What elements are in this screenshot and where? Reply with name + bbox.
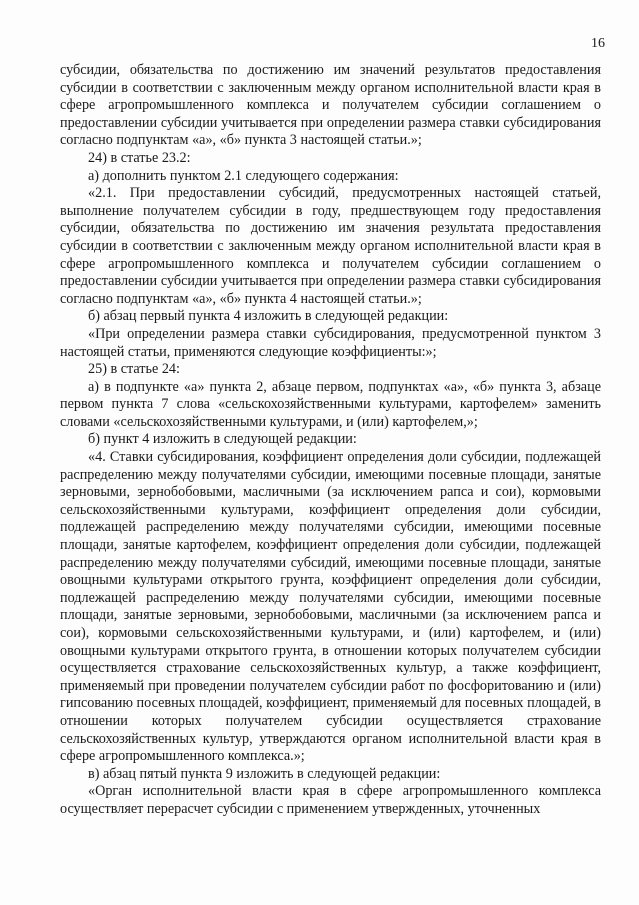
paragraph: а) дополнить пунктом 2.1 следующего содержания: bbox=[88, 167, 399, 184]
paragraph: субсидии, обязательства по достижению им значений результатов предоставления субсидии в соответствии с заключенным между органом исполнительной власти края в сфере агропромышленного комплекса и получателем субсидии соглашением о предоставлении субсидии учитывается при определении размера ставки субсидирования согласно подпунктам «а», «б» пункта 3 настоящей статьи.»; bbox=[60, 62, 601, 149]
paragraph: «Орган исполнительной власти края в сфере агропромышленного комплекса осуществляет перерасчет субсидии с применением утвержденных, уточненных bbox=[60, 783, 601, 817]
paragraph: 24) в статье 23.2: bbox=[88, 149, 191, 166]
paragraph: б) пункт 4 изложить в следующей редакции: bbox=[88, 431, 357, 448]
paragraph: «2.1. При предоставлении субсидий, предусмотренных настоящей статьей, выполнение получателем субсидии в году, предшествующем году предоставления субсидии, обязательства по достижению им значения результата предоставления субсидии в соответствии с заключенным между органом исполнительной власти края в сфере агропромышленного комплекса и получателем субсидии соглашением о предоставлении субсидии учитывается при определении размера ставки субсидирования согласно подпунктам «а», «б» пункта 4 настоящей статьи.»; bbox=[60, 185, 601, 307]
paragraph: «При определении размера ставки субсидирования, предусмотренной пунктом 3 настоящей статьи, применяются следующие коэффициенты:»; bbox=[60, 325, 601, 360]
paragraph: б) абзац первый пункта 4 изложить в следующей редакции: bbox=[88, 308, 449, 325]
paragraph: 25) в статье 24: bbox=[88, 361, 180, 378]
document-body bbox=[60, 62, 601, 819]
paragraph: «4. Ставки субсидирования, коэффициент определения доли субсидии, подлежащей распределению между получателями субсидии, имеющими посевные площади, занятые зерновыми, зернобобовыми, масличными (за исключением рапса и сои), кормовыми сельскохозяйственными культурами, коэффициент определения доли субсидии, подлежащей распределению между получателями субсидии, имеющими посевные площади, занятые картофелем, коэффициент определения доли субсидии, подлежащей распределению между получателями субсидий, имеющими посевные площади, занятые овощными культурами открытого грунта, коэффициент определения доли субсидии, подлежащей распределению между получателями субсидии, имеющими посевные площади, занятые зерновыми, зернобобовыми, масличными (за исключением рапса и сои), кормовыми сельскохозяйственными культурами, и (или) картофелем, и (или) овощными культурами открытого грунта, в отношении которых получателем субсидии осуществляется страхование сельскохозяйственных культур, а также коэффициент, применяемый при проведении получателем субсидии работ по фосфоритованию и (или) гипсованию посевных площадей, коэффициент, применяемый для посевных площадей, в отношении которых получателем субсидии осуществляется страхование сельскохозяйственных культур, утверждаются органом исполнительной власти края в сфере агропромышленного комплекса.»; bbox=[60, 449, 601, 765]
paragraph: а) в подпункте «а» пункта 2, абзаце первом, подпунктах «а», «б» пункта 3, абзаце первом пункта 7 слова «сельскохозяйственными культурами, картофелем» заменить словами «сельскохозяйственными культурами, и (или) картофелем,»; bbox=[60, 378, 601, 430]
page-number: 16 bbox=[591, 36, 605, 51]
paragraph: в) абзац пятый пункта 9 изложить в следующей редакции: bbox=[88, 765, 441, 782]
